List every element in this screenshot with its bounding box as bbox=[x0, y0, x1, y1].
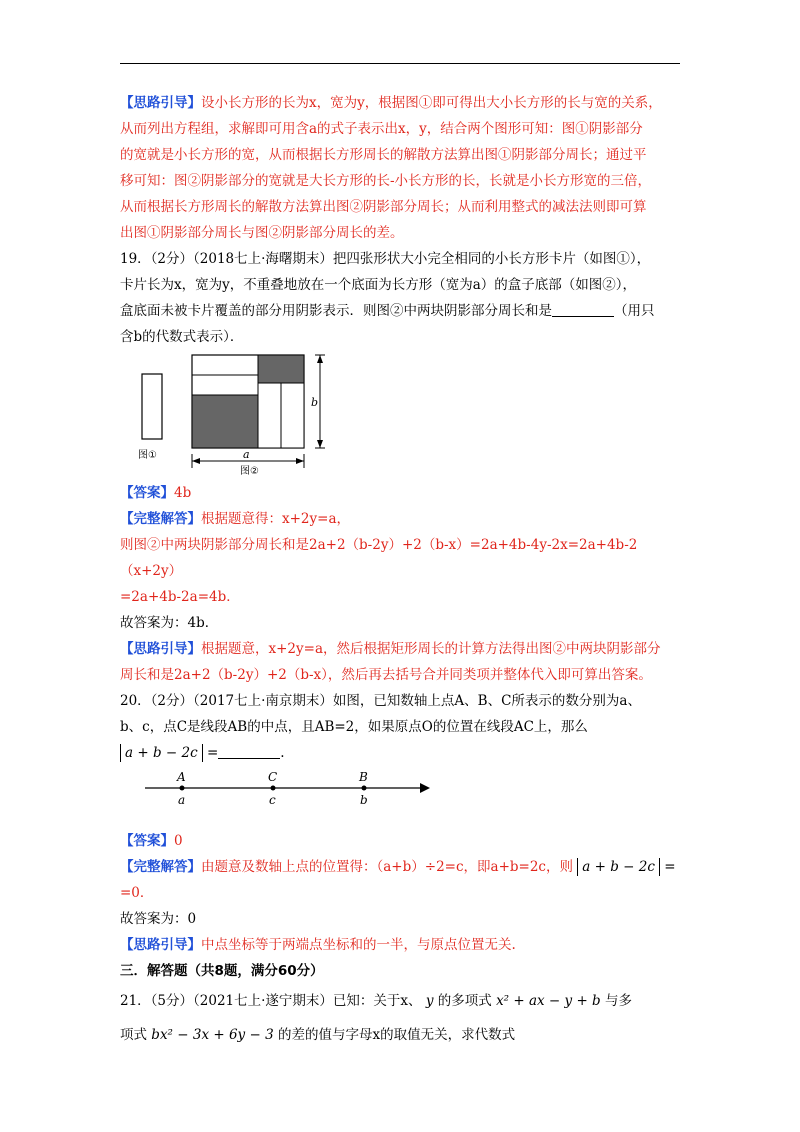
question-20: 20．（2分）（2017七上·南京期末）如图，已知数轴上点A、B、C所表示的数分别为a、 b、c，点C是线段AB的中点，且AB=2，如果原点O的位置在线段AC上，那么 a + b − 2c = . bbox=[120, 693, 641, 761]
header-rule bbox=[120, 63, 680, 64]
fig1-label: 图① bbox=[138, 450, 157, 461]
shaded-bottom-left bbox=[192, 395, 258, 448]
answer-20: 【答案】0 bbox=[120, 833, 183, 849]
hint-20: 【思路引导】中点坐标等于两端点坐标和的一半，与原点位置无关. bbox=[120, 937, 516, 953]
label-b: b bbox=[311, 396, 319, 409]
svg-text:B: B bbox=[359, 770, 368, 784]
conclusion-20: 故答案为：0 bbox=[120, 911, 197, 927]
full-solution-20: 【完整解答】由题意及数轴上点的位置得：（a+b）÷2=c，即a+b=2c，则 a + b − 2c = =0． bbox=[120, 859, 676, 901]
point-c bbox=[271, 786, 276, 791]
svg-text:c: c bbox=[269, 793, 276, 807]
answer-blank bbox=[552, 302, 614, 317]
hint-18: 【思路引导】设小长方形的长为x，宽为y，根据图①即可得出大小长方形的长与宽的关系， 从而列出方程组，求解即可用含a的式子表示出x，y，结合两个图形可知：图①阴影部分 的宽就是小长方形的宽，从而根据长方形周长的解散方法算出图①阴影部分周长；通过平 移可知：图②阴影部分的宽就是大长方形的长-小长方形的长，长就是小长方形宽的三倍， 从而根据长方形周长的解散方法算出图②阴影部分周长；从而利用整式的减法法则即可算 出图①阴影部分周长与图②阴影部分周长的差。 bbox=[120, 95, 662, 241]
point-a bbox=[180, 786, 185, 791]
answer-19: 【答案】4b bbox=[120, 485, 192, 501]
hint-tag: 【思路引导】 bbox=[120, 95, 201, 111]
section-heading: 三．解答题（共8题，满分60分） bbox=[120, 963, 324, 979]
svg-text:a: a bbox=[178, 793, 186, 807]
polynomial-1: x² + ax − y + b bbox=[496, 993, 601, 1009]
card-figure-1 bbox=[142, 374, 162, 439]
answer-blank bbox=[218, 744, 280, 759]
point-b bbox=[362, 786, 367, 791]
document-body bbox=[120, 90, 680, 1052]
full-solution-19: 【完整解答】根据题意得：x+2y=a， 则图②中两块阴影部分周长和是2a+2（b-2y）+2（b-x）=2a+4b-4y-2x=2a+4b-2（x+2y） =2a+4b-2a=4b． bbox=[120, 511, 638, 605]
figure-19 bbox=[120, 350, 680, 480]
hint-19: 【思路引导】根据题意，x+2y=a，然后根据矩形周长的计算方法得出图②中两块阴影部分 周长和是2a+2（b-2y）+2（b-x），然后再去括号合并同类项并整体代入即可算出答案。 bbox=[120, 641, 661, 683]
number-line bbox=[120, 766, 680, 828]
shaded-top-right bbox=[258, 355, 304, 383]
svg-text:C: C bbox=[268, 770, 278, 784]
label-a: a bbox=[243, 448, 250, 461]
svg-text:A: A bbox=[177, 770, 186, 784]
conclusion-19: 故答案为：4b． bbox=[120, 615, 219, 631]
fig2-label: 图② bbox=[240, 466, 259, 477]
svg-text:b: b bbox=[360, 793, 368, 807]
abs-expression: a + b − 2c bbox=[120, 744, 203, 762]
question-19: 19．（2分）（2018七上·海曙期末）把四张形状大小完全相同的小长方形卡片（如图①）， 卡片长为x，宽为y，不重叠地放在一个底面为长方形（宽为a）的盒子底部（如图②）， 盒底面未被卡片覆盖的部分用阴影表示．则图②中两块阴影部分周长和是 （用只 含b的代数式表示）． bbox=[120, 251, 655, 345]
question-21: 21．（5分）（2021七上·遂宁期末）已知：关于x、 y 的多项式 x² + ax − y + b 与多 项式 bx² − 3x + 6y − 3 的差的值与字母x的取值无关，求代数式 bbox=[120, 993, 632, 1043]
polynomial-2: bx² − 3x + 6y − 3 bbox=[151, 1027, 274, 1043]
